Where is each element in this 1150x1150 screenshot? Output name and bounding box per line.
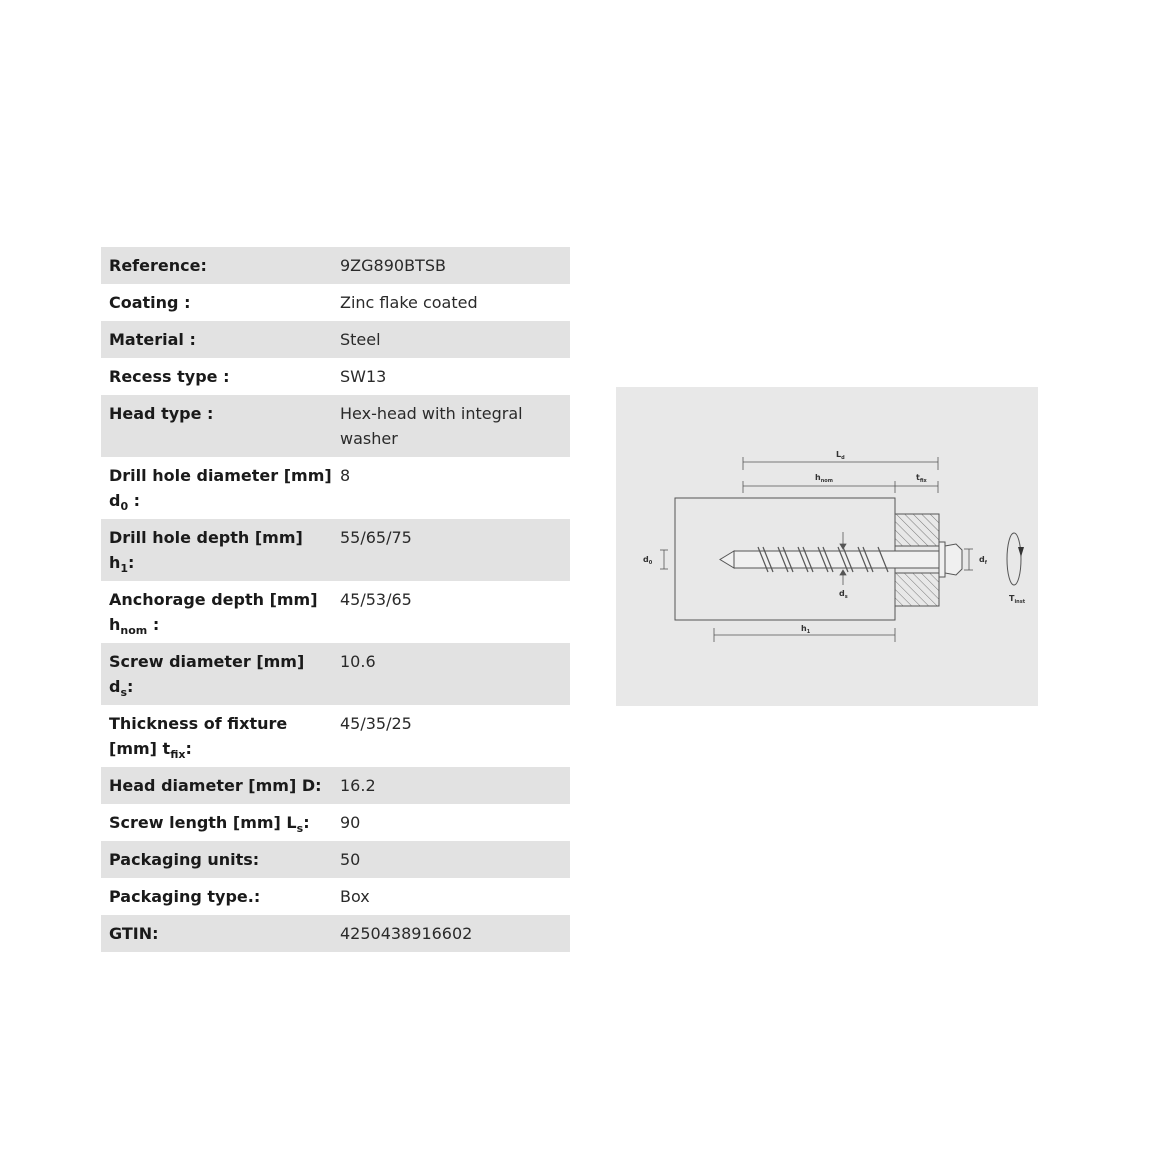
svg-text:ds: $d_s$ <box>839 589 848 600</box>
spec-value: 50 <box>340 850 361 869</box>
fixture-top <box>895 514 939 546</box>
spec-label: Drill hole depth [mm] $h_1$: <box>109 528 303 576</box>
svg-text:Tinst: $T_{inst}$ <box>1009 594 1026 605</box>
spec-value: 9ZG890BTSB <box>340 256 446 275</box>
spec-label: Recess type : <box>109 367 230 386</box>
spec-value: Steel <box>340 330 381 349</box>
spec-row-recess-type <box>101 358 570 395</box>
spec-row-reference <box>101 247 570 284</box>
spec-label: Thickness of fixture [mm] $t_{fix}$: <box>109 714 288 762</box>
screw-hex-head <box>945 544 962 575</box>
svg-text:d0: $d_0$ <box>643 555 653 566</box>
spec-label: Anchorage depth [mm] $h_{nom}$ : <box>109 590 318 638</box>
spec-row-screw-diameter <box>101 643 570 705</box>
screw-washer <box>939 542 945 577</box>
spec-value: Box <box>340 887 370 906</box>
spec-label: Head type : <box>109 404 214 423</box>
svg-text:h1: $h_1$ <box>801 624 811 635</box>
spec-label: Coating : <box>109 293 191 312</box>
specification-table <box>101 247 570 952</box>
spec-value: SW13 <box>340 367 387 386</box>
spec-label: Material : <box>109 330 196 349</box>
spec-row-gtin <box>101 915 570 952</box>
screw-anchor-diagram <box>616 387 1038 706</box>
dimension-hnom-tfix <box>743 481 938 493</box>
spec-row-screw-length <box>101 804 570 841</box>
spec-label: Packaging units: <box>109 850 260 869</box>
spec-value: 10.6 <box>340 652 376 671</box>
spec-value: 4250438916602 <box>340 924 473 943</box>
fixture-bottom <box>895 573 939 606</box>
spec-row-drill-hole-depth <box>101 519 570 581</box>
spec-value: 45/53/65 <box>340 590 412 609</box>
spec-row-coating <box>101 284 570 321</box>
spec-value: 45/35/25 <box>340 714 412 733</box>
svg-text:tfix: $t_{fix}$ <box>916 473 927 484</box>
spec-label: Head diameter [mm] D: <box>109 776 322 795</box>
svg-text:hnom: $h_{nom}$ <box>815 473 833 484</box>
spec-row-head-type <box>101 395 570 457</box>
spec-value: Hex-head with integral washer <box>340 404 523 448</box>
dimension-d0 <box>660 550 668 569</box>
spec-label: Drill hole diameter [mm] $d_0$ : <box>109 466 332 514</box>
spec-row-material <box>101 321 570 358</box>
spec-value: 55/65/75 <box>340 528 412 547</box>
svg-text:Ld: $L_d$ <box>836 450 845 461</box>
spec-row-head-diameter <box>101 767 570 804</box>
torque-arrow <box>1007 533 1021 585</box>
spec-value: Zinc flake coated <box>340 293 478 312</box>
spec-row-anchorage-depth <box>101 581 570 643</box>
technical-drawing <box>616 387 1038 706</box>
spec-value: 90 <box>340 813 361 832</box>
spec-row-packaging-units <box>101 841 570 878</box>
spec-value: 8 <box>340 466 351 485</box>
spec-label: Screw diameter [mm] $d_s$: <box>109 652 305 700</box>
spec-label: Screw length [mm] $L_s$: <box>109 813 310 836</box>
spec-label: Packaging type.: <box>109 887 261 906</box>
spec-value: 16.2 <box>340 776 376 795</box>
dimension-df <box>964 549 973 570</box>
svg-text:df: $d_f$ <box>979 555 987 566</box>
spec-row-drill-hole-diameter <box>101 457 570 519</box>
spec-label: GTIN: <box>109 924 159 943</box>
torque-arrowhead <box>1018 547 1024 557</box>
spec-label: Reference: <box>109 256 207 275</box>
spec-row-thickness-of-fixture <box>101 705 570 767</box>
spec-row-packaging-type <box>101 878 570 915</box>
